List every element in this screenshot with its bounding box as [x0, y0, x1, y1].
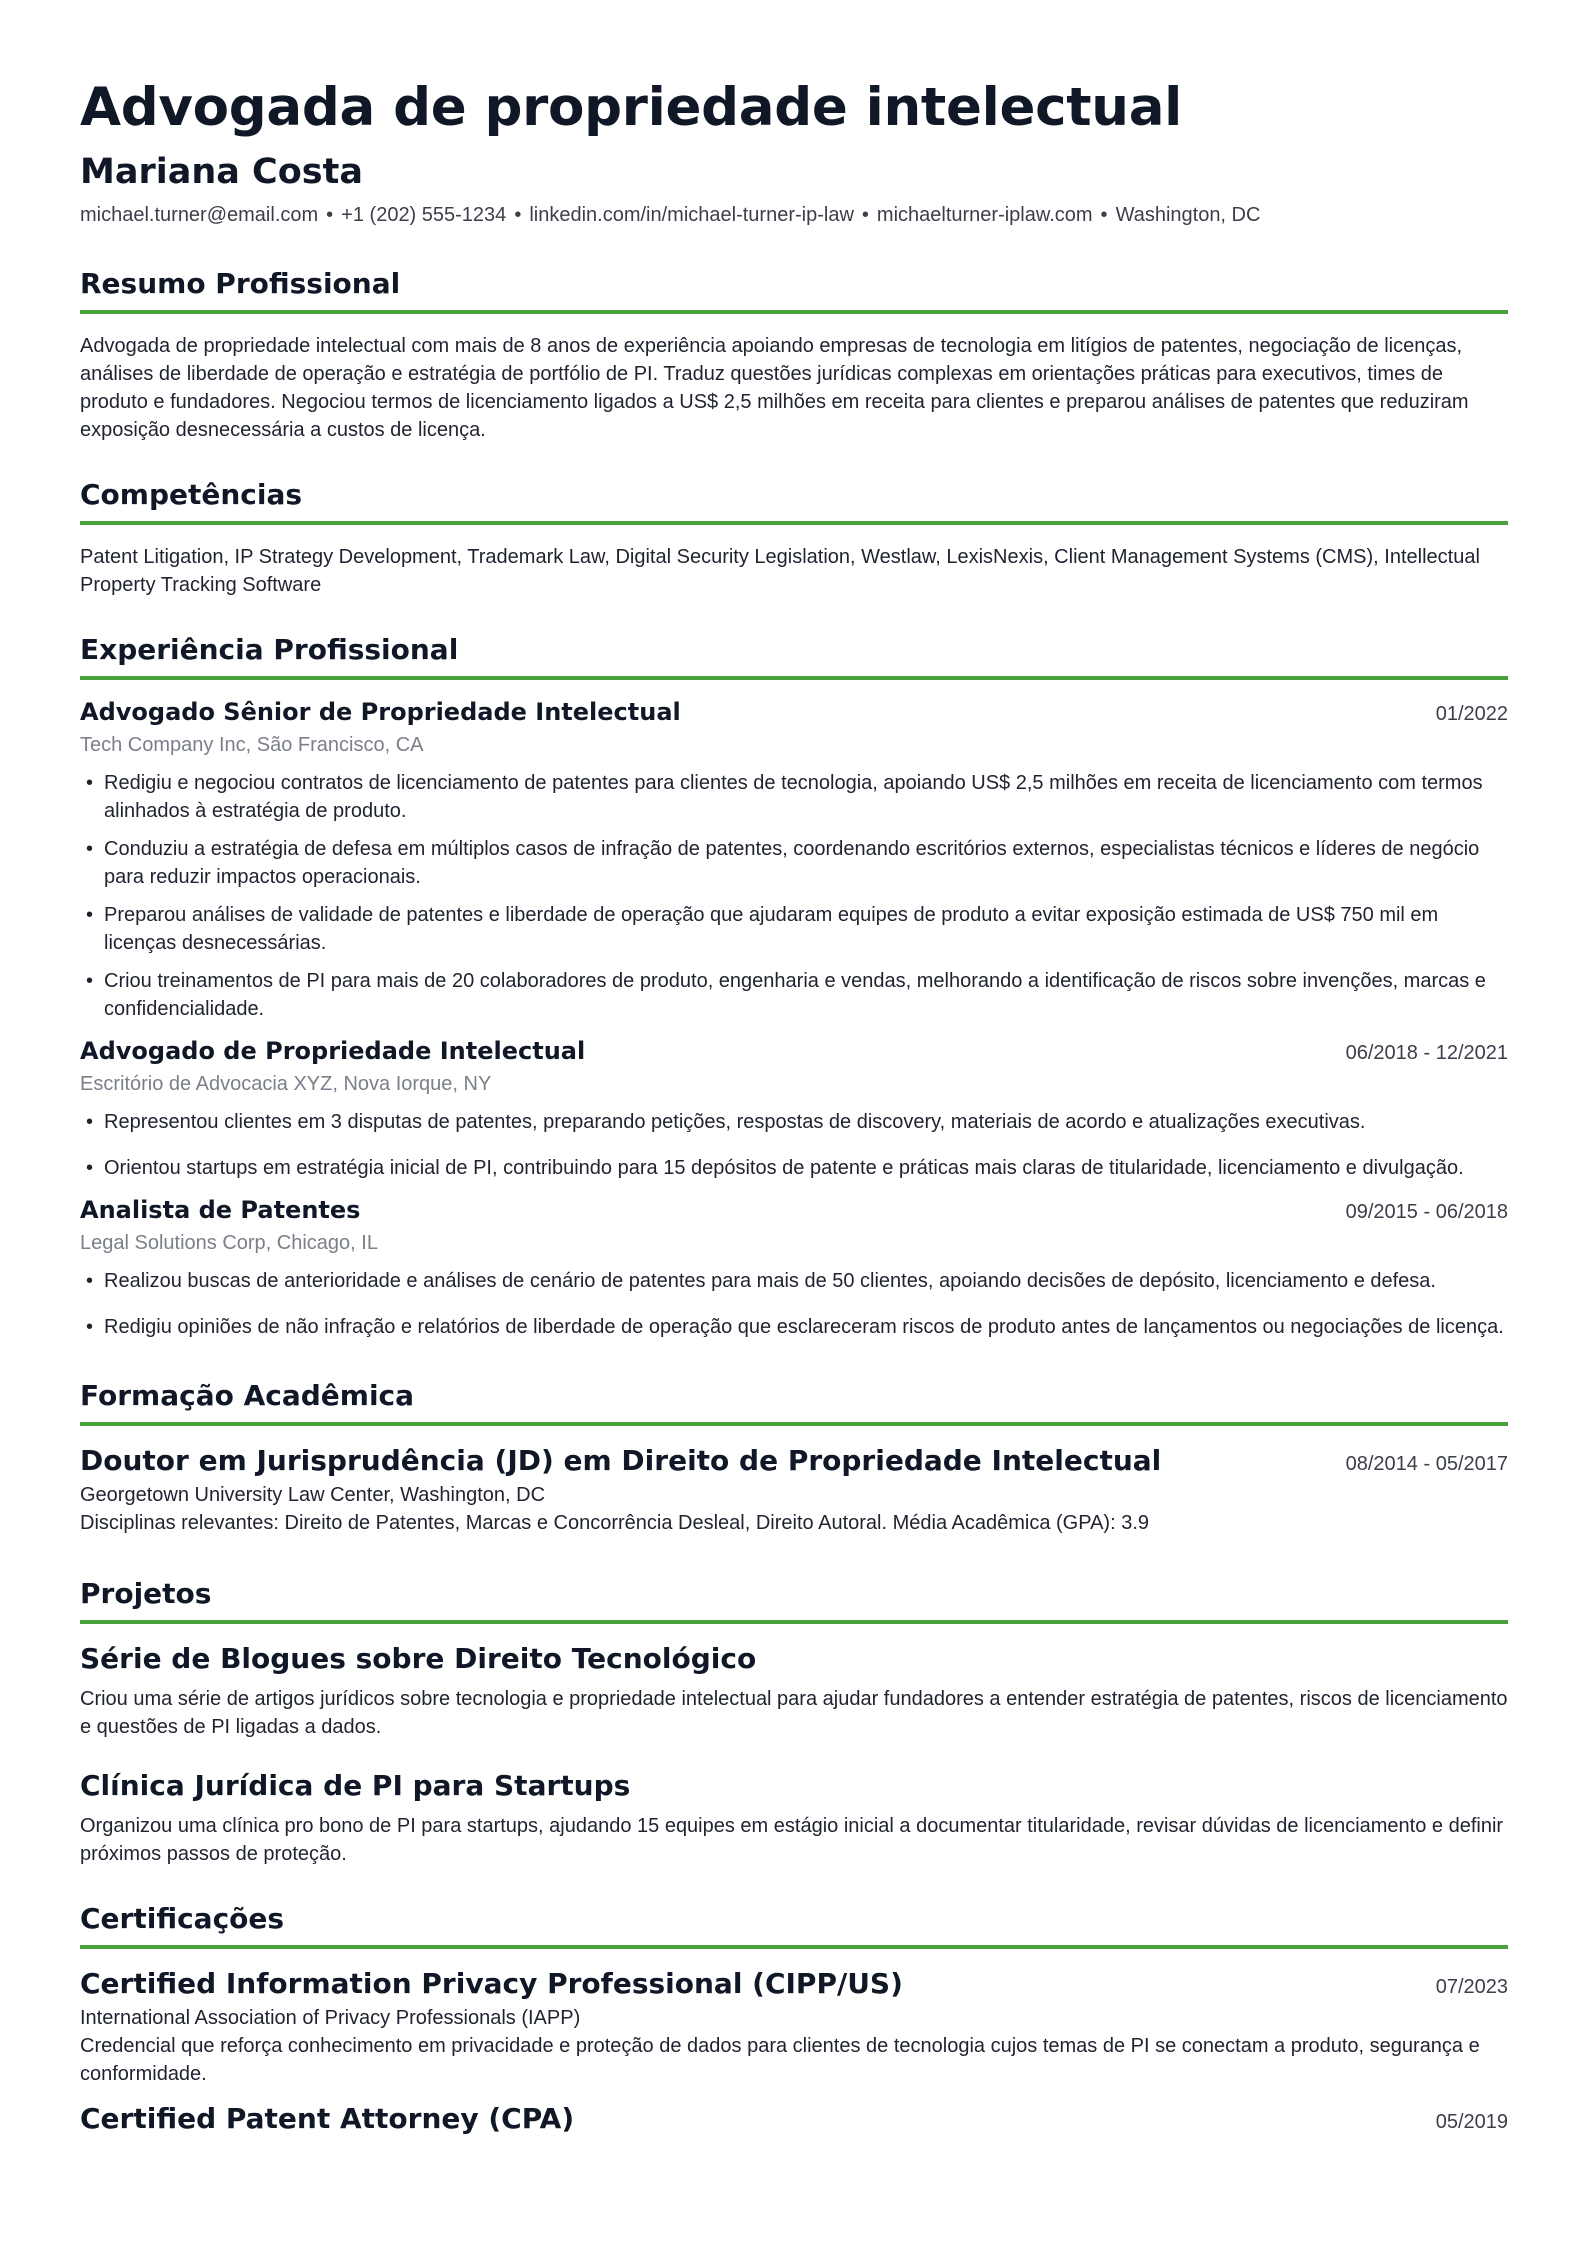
- project-title: Série de Blogues sobre Direito Tecnológico: [80, 1641, 757, 1675]
- section-heading: Experiência Profissional: [80, 633, 1508, 680]
- job-bullets: [80, 1108, 1508, 1182]
- skills-section: [80, 478, 1508, 599]
- section-heading: Resumo Profissional: [80, 267, 1508, 314]
- document-title: Advogada de propriedade intelectual: [80, 77, 1183, 138]
- certifications-section: [80, 1902, 1508, 2135]
- section-heading: Formação Acadêmica: [80, 1379, 1508, 1426]
- job-entry: [80, 1037, 1508, 1182]
- project-entry: [80, 1642, 1508, 1741]
- job-company: Legal Solutions Corp, Chicago, IL: [80, 1231, 378, 1254]
- job-bullet: • Representou clientes em 3 disputas de patentes, preparando petições, respostas de discovery, materiais de acordo e atualizações executivas.: [104, 1108, 1508, 1136]
- certification-title: Certified Information Privacy Professional (CIPP/US): [80, 1966, 903, 2000]
- experience-section: [80, 633, 1508, 1341]
- contact-location: Washington, DC: [1115, 203, 1261, 226]
- job-entry: [80, 698, 1508, 1023]
- job-bullet: • Redigiu opiniões de não infração e relatórios de liberdade de operação que esclareceram riscos de produto antes de lançamentos ou negociações de licença.: [104, 1313, 1508, 1341]
- summary-text: Advogada de propriedade intelectual com mais de 8 anos de experiência apoiando empresas de tecnologia em litígios de patentes, negociação de licenças, análises de liberdade de operação e estratégia de portfólio de PI. Traduz questões jurídicas complexas em orientações práticas para executivos, times de produto e fundadores. Negociou termos de licenciamento ligados a US$ 2,5 milhões em receita para clientes e preparou análises de patentes que reduziram exposição desnecessária a custos de licença.: [80, 334, 1469, 441]
- job-bullet: • Conduziu a estratégia de defesa em múltiplos casos de infração de patentes, coordenando escritórios externos, especialistas técnicos e líderes de negócio para reduzir impactos operacionais.: [104, 835, 1508, 891]
- certification-text: Credencial que reforça conhecimento em privacidade e proteção de dados para clientes de tecnologia cujos temas de PI se conectam a produto, segurança e conformidade.: [80, 2034, 1480, 2085]
- job-bullet: • Redigiu e negociou contratos de licenciamento de patentes para clientes de tecnologia, apoiando US$ 2,5 milhões em receita de licenciamento com termos alinhados à estratégia de produto.: [104, 769, 1508, 825]
- person-name: Mariana Costa: [80, 151, 363, 192]
- job-bullet: • Criou treinamentos de PI para mais de 20 colaboradores de produto, engenharia e vendas, melhorando a identificação de riscos sobre invenções, marcas e confidencialidade.: [104, 967, 1508, 1023]
- section-heading: Certificações: [80, 1902, 1508, 1949]
- summary-section: [80, 267, 1508, 444]
- job-company: Escritório de Advocacia XYZ, Nova Iorque, NY: [80, 1072, 492, 1095]
- job-title: Advogado Sênior de Propriedade Intelectual: [80, 697, 681, 726]
- job-company: Tech Company Inc, São Francisco, CA: [80, 733, 424, 756]
- job-title: Advogado de Propriedade Intelectual: [80, 1036, 586, 1065]
- job-title: Analista de Patentes: [80, 1195, 361, 1224]
- contact-email[interactable]: michael.turner@email.com: [80, 203, 319, 226]
- education-section: [80, 1379, 1508, 1537]
- job-date: 06/2018 - 12/2021: [1345, 1041, 1508, 1064]
- job-bullet: • Preparou análises de validade de patentes e liberdade de operação que ajudaram equipes de produto a evitar exposição estimada de US$ 750 mil em licenças desnecessárias.: [104, 901, 1508, 957]
- contact-separator: •: [514, 203, 522, 226]
- education-date: 08/2014 - 05/2017: [1345, 1452, 1508, 1475]
- section-heading: Projetos: [80, 1577, 1508, 1624]
- certification-date: 07/2023: [1435, 1975, 1508, 1998]
- contact-separator: •: [1100, 203, 1108, 226]
- job-bullets: [80, 1267, 1508, 1341]
- school-name: Georgetown University Law Center, Washington, DC: [80, 1483, 546, 1506]
- certification-entry: [80, 1967, 1508, 2088]
- degree-title: Doutor em Jurisprudência (JD) em Direito de Propriedade Intelectual: [80, 1443, 1162, 1477]
- job-bullet: • Realizou buscas de anterioridade e análises de cenário de patentes para mais de 50 clientes, apoiando decisões de depósito, licenciamento e defesa.: [104, 1267, 1508, 1295]
- section-heading: Competências: [80, 478, 1508, 525]
- education-entry: [80, 1444, 1508, 1537]
- project-title: Clínica Jurídica de PI para Startups: [80, 1768, 631, 1802]
- contact-separator: •: [861, 203, 869, 226]
- job-date: 09/2015 - 06/2018: [1345, 1200, 1508, 1223]
- job-date: 01/2022: [1435, 702, 1508, 725]
- job-entry: [80, 1196, 1508, 1341]
- contact-linkedin[interactable]: linkedin.com/in/michael-turner-ip-law: [529, 203, 854, 226]
- certification-title: Certified Patent Attorney (CPA): [80, 2101, 575, 2135]
- job-bullets: [80, 769, 1508, 1023]
- certification-entry: [80, 2102, 1508, 2135]
- skills-text: Patent Litigation, IP Strategy Development, Trademark Law, Digital Security Legislation, Westlaw, LexisNexis, Client Management Systems (CMS), Intellectual Property Tracking Software: [80, 545, 1480, 596]
- project-text: Organizou uma clínica pro bono de PI para startups, ajudando 15 equipes em estágio inicial a documentar titularidade, revisar dúvidas de licenciamento e definir próximos passos de proteção.: [80, 1814, 1504, 1865]
- contact-phone[interactable]: +1 (202) 555-1234: [341, 203, 507, 226]
- project-entry: [80, 1769, 1508, 1868]
- contact-separator: •: [326, 203, 334, 226]
- certification-issuer: International Association of Privacy Professionals (IAPP): [80, 2006, 581, 2029]
- projects-section: [80, 1577, 1508, 1868]
- contact-website[interactable]: michaelturner-iplaw.com: [876, 203, 1093, 226]
- job-bullet: • Orientou startups em estratégia inicial de PI, contribuindo para 15 depósitos de patente e práticas mais claras de titularidade, licenciamento e divulgação.: [104, 1154, 1508, 1182]
- contact-line: [80, 201, 1508, 229]
- certification-date: 05/2019: [1435, 2110, 1508, 2133]
- education-details: Disciplinas relevantes: Direito de Patentes, Marcas e Concorrência Desleal, Direito Autoral. Média Acadêmica (GPA): 3.9: [80, 1511, 1149, 1534]
- project-text: Criou uma série de artigos jurídicos sobre tecnologia e propriedade intelectual para ajudar fundadores a entender estratégia de patentes, riscos de licenciamento e questões de PI ligadas a dados.: [80, 1687, 1508, 1738]
